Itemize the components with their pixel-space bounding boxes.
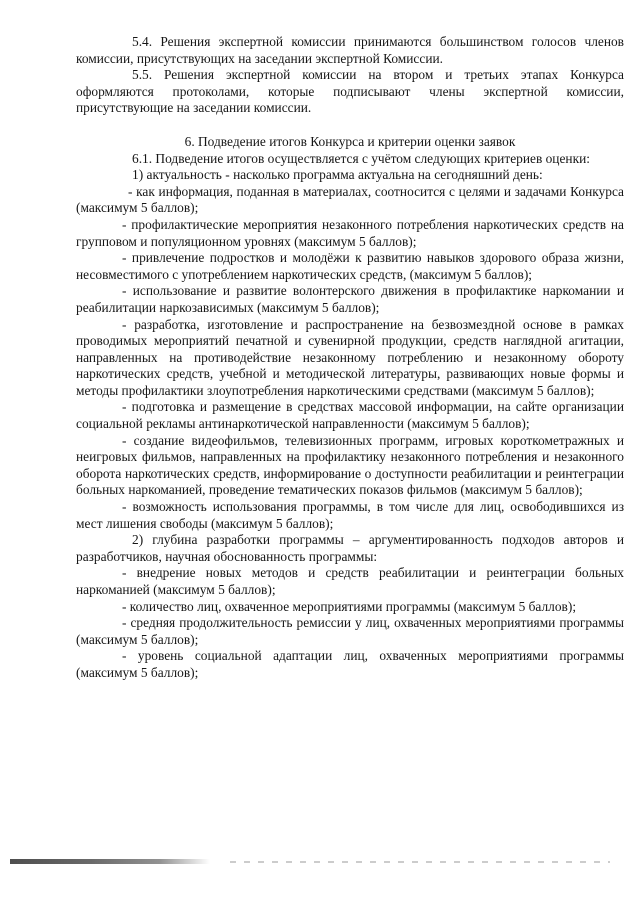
criterion-item: - создание видеофильмов, телевизионных программ, игровых короткометражных и неигровых фильмов, направленных на профилактику незаконного потребления и незаконного оборота наркотических средств, информирование о доступности реабилитации и реинтеграции больных наркоманией, проведение тематических показов фильмов (максимум 5 баллов); (76, 432, 624, 498)
criterion-1-heading: 1) актуальность - насколько программа актуальна на сегодняшний день: (132, 167, 543, 183)
scan-artifact-line (0, 855, 640, 869)
section-heading-6: 6. Подведение итогов Конкурса и критерии оценки заявок (184, 133, 516, 149)
criterion-2-heading: 2) глубина разработки программы – аргументированность подходов авторов и разработчиков, научная обоснованность программы: (76, 532, 624, 564)
scan-artifact-dark (10, 859, 210, 864)
criterion-item: - разработка, изготовление и распространение на безвозмездной основе в рамках проводимых мероприятий печатной и сувенирной продукции, средств наглядной агитации, направленных на противодействие незаконному потреблению и незаконному обороту наркотических средств, учебной и методической литературы, развивающих новые формы и методы профилактики злоупотребления наркотическими средствами (максимум 5 баллов); (76, 316, 624, 398)
criterion-item: - уровень социальной адаптации лиц, охваченных мероприятиями программы (максимум 5 баллов); (76, 648, 624, 680)
paragraph-5-5: 5.5. Решения экспертной комиссии на втором и третьих этапах Конкурса оформляются протоколами, которые подписывают члены экспертной комиссии, присутствующие на заседании комиссии. (76, 67, 624, 116)
criterion-item: - как информация, поданная в материалах, соотносится с целями и задачами Конкурса (максимум 5 баллов); (76, 183, 624, 216)
scan-artifact-light (230, 861, 610, 863)
criterion-item: - внедрение новых методов и средств реабилитации и реинтеграции больных наркоманией (максимум 5 баллов); (76, 565, 624, 597)
document-body (76, 34, 624, 682)
paragraph-6-1: 6.1. Подведение итогов осуществляется с учётом следующих критериев оценки: (132, 150, 590, 166)
criterion-item: - количество лиц, охваченное мероприятиями программы (максимум 5 баллов); (122, 598, 577, 614)
criterion-item: - подготовка и размещение в средствах массовой информации, на сайте организации социальной рекламы антинаркотической направленности (максимум 5 баллов); (76, 399, 624, 432)
criterion-item: - возможность использования программы, в том числе для лиц, освободившихся из мест лишения свободы (максимум 5 баллов); (76, 499, 624, 531)
criterion-item: - привлечение подростков и молодёжи к развитию навыков здорового образа жизни, несовместимого с употреблением наркотических средств, (максимум 5 баллов); (76, 250, 624, 282)
criterion-item: - средняя продолжительность ремиссии у лиц, охваченных мероприятиями программы (максимум 5 баллов); (76, 615, 624, 647)
criterion-item: - использование и развитие волонтерского движения в профилактике наркомании и реабилитации наркозависимых (максимум 5 баллов); (76, 283, 624, 315)
paragraph-5-4: 5.4. Решения экспертной комиссии принимаются большинством голосов членов комиссии, присутствующих на заседании экспертной Комиссии. (76, 34, 624, 66)
criterion-item: - профилактические мероприятия незаконного потребления наркотических средств на групповом и популяционном уровнях (максимум 5 баллов); (76, 216, 624, 249)
